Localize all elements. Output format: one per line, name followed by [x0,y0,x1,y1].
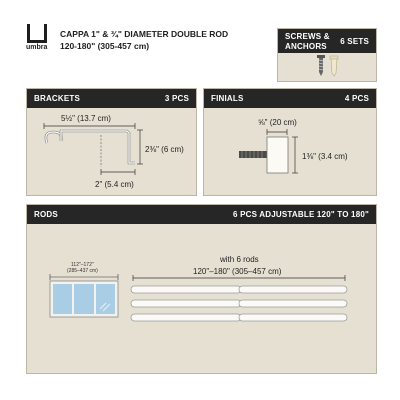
bracket-width-dimension: 5½" (13.7 cm) [61,114,111,123]
screws-count: 6 SETS [340,37,369,46]
brand-logo [26,24,52,52]
screws-header [278,29,376,53]
rods-panel [26,204,377,374]
finial-height-line [292,137,298,175]
finial-width-dimension: ⅝" (20 cm) [258,118,297,127]
bracket-depth-dimension: 2" (5.4 cm) [95,180,134,189]
rod-length-dimension: 120"–180" (305–457 cm) [193,267,282,276]
screws-label-line2: ANCHORS [285,42,327,51]
window-width-dimension-line1: 112"–172" [71,262,94,268]
brackets-panel [26,88,197,196]
window-illustration [50,281,120,319]
rods-count: 6 PCS ADJUSTABLE 120" TO 180" [233,210,369,219]
finials-count: 4 PCS [344,94,369,103]
bracket-height-line [137,130,143,166]
rod-length-line [133,275,347,281]
product-size: 120-180" (305-457 cm) [60,41,150,51]
screws-panel [277,28,377,82]
anchor-icon [329,56,339,78]
window-width-dimension-line2: (285–437 cm) [67,268,98,274]
finials-panel [203,88,377,196]
finials-label: FINIALS [211,94,244,103]
rods-label: RODS [34,210,58,219]
finial-width-line [267,129,289,135]
brackets-count: 3 PCS [164,94,189,103]
product-title: CAPPA 1" & ¾" DIAMETER DOUBLE ROD [60,29,229,39]
screw-icon [316,55,326,79]
window-width-line [50,274,120,280]
brand-name: umbra [26,44,48,51]
finial-height-dimension: 1⅜" (3.4 cm) [302,152,348,161]
rod-illustration-2 [131,299,349,309]
with-rods-text: with 6 rods [220,255,259,264]
finial-drawing [239,137,299,177]
bracket-height-dimension: 2⅜" (6 cm) [145,145,184,154]
brackets-header [27,89,196,108]
bracket-depth-line [101,169,137,175]
rod-illustration-1 [131,285,349,295]
screws-label-line1: SCREWS & [285,32,330,41]
finials-header [204,89,376,108]
rods-header [27,205,376,224]
brackets-label: BRACKETS [34,94,81,103]
rod-illustration-3 [131,313,349,323]
